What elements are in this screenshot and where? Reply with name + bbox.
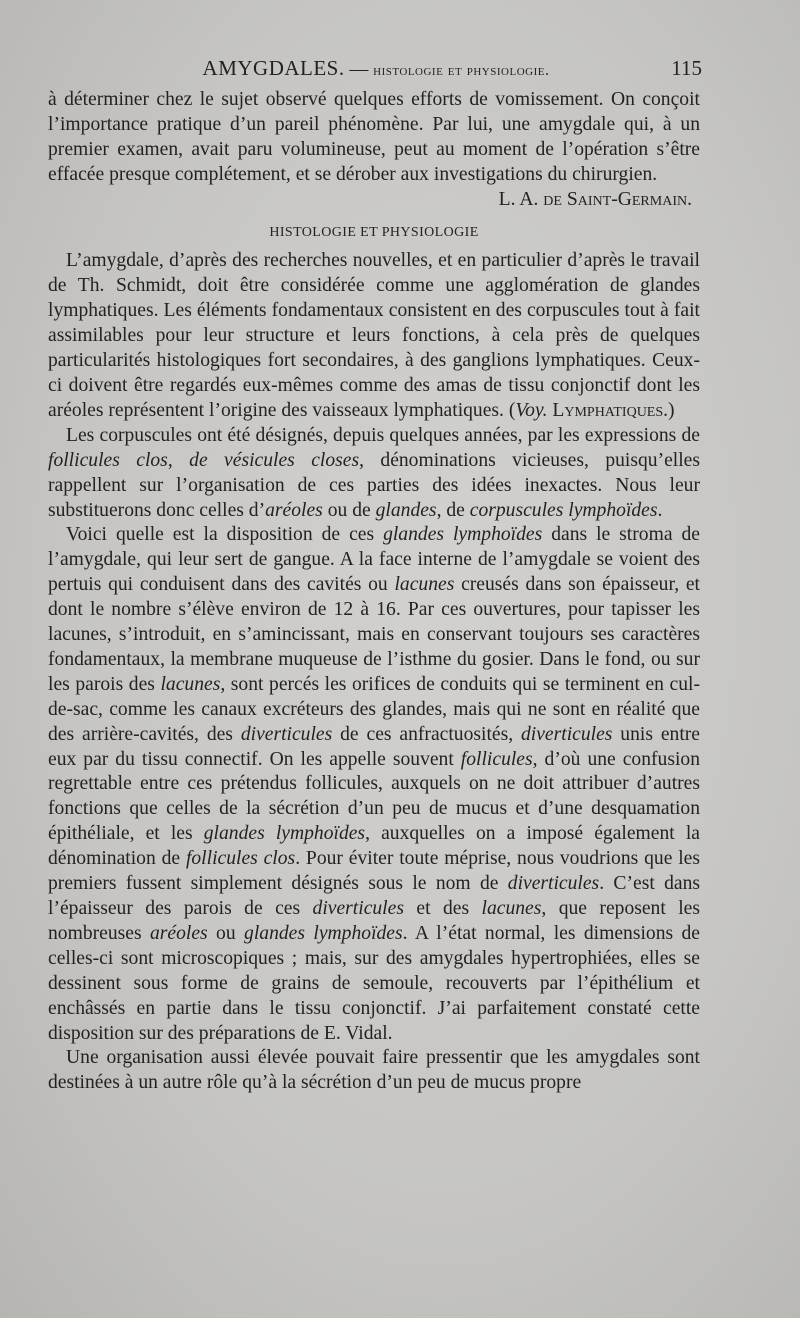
header-title xyxy=(52,56,700,81)
p3-a: Voici quelle est la disposition de ces xyxy=(66,524,384,546)
p3-c: creusés dans son épaisseur, et dont le nombre s’élève environ de 12 à 16. Par ces ouvertures, pour tapisser les lacunes, s’introduit, en s’amincissant, mais en conservant toujours ses caractères fondamentaux, la membrane muqueuse de l’isthme du gosier. Dans le fond, ou sur les parois des xyxy=(48,574,701,695)
p1-ref: Lymphatiques. xyxy=(547,399,669,421)
intro-paragraph: à déterminer chez le sujet observé quelques efforts de vomissement. On conçoit l’importance pratique d’un pareil phénomène. Par lui, une amygdale qui, à un premier examen, avait paru volumineuse, peut au moment de l’opération s’être effacée presque complétement, et se dérober aux investigations du chirurgien. xyxy=(48,89,700,185)
p3-i6: follicules xyxy=(460,748,533,770)
running-header xyxy=(52,56,700,84)
p3-i10: diverticules xyxy=(312,898,404,919)
p3-f: unis entre eux par du tissu connectif. On les appelle souvent xyxy=(48,723,700,770)
p3-k: . C’est dans l’épaisseur des parois de ces xyxy=(48,873,700,919)
paragraph-4: Une organisation aussi élevée pouvait faire pressentir que les amygdales sont destinées à un autre rôle qu’à la sécrétion d’un peu de mucus propre xyxy=(48,1047,700,1094)
p3-n: ou xyxy=(207,922,245,944)
body-text xyxy=(48,88,700,1096)
p2-i3: aréoles xyxy=(265,499,323,521)
p3-m: , que reposent les nombreuses xyxy=(48,898,700,944)
signature-de: de xyxy=(543,188,567,210)
page-number: 115 xyxy=(671,56,702,80)
p3-i11: lacunes xyxy=(481,898,542,919)
p3-g: , d’où une confusion regrettable entre ces prétendus follicules, auxquels on ne doit attribuer d’autres fonctions que celles de la sécrétion d’un peu de mucus et d’une desquamation épithéliale, et les xyxy=(48,748,700,845)
p2-f: . xyxy=(657,499,663,521)
paragraph-2 xyxy=(48,424,700,524)
p2-i1: follicules clos xyxy=(48,449,168,471)
paragraph-1 xyxy=(48,249,700,423)
p3-i2: lacunes xyxy=(394,574,455,596)
paragraph-3 xyxy=(48,523,700,1046)
p2-e: , de xyxy=(436,499,470,521)
signature-initials: L. A. xyxy=(498,188,544,210)
p3-i4: diverticules xyxy=(240,723,333,745)
p1-end: ) xyxy=(668,399,675,421)
p3-l: et des xyxy=(403,898,482,919)
author-signature xyxy=(48,188,700,213)
p3-h: , auxquelles on a imposé également la dénomination de xyxy=(48,823,700,870)
p3-e: de ces anfractuosités, xyxy=(332,723,521,745)
p3-i8: follicules clos xyxy=(185,848,296,870)
p1-text: L’amygdale, d’après des recherches nouvelles, et en particulier d’après le travail de Th. Schmidt, doit être considérée comme une agglomération de glandes lymphatiques. Les éléments fondamentaux consistent en des corpuscules tout à fait assimilables pour leur structure et leurs fonctions, à cela près de quelques particularités histologiques fort secondaires, à des ganglions lymphatiques. Ceux-ci doivent être regardés eux-mêmes comme des amas de tissu conjonctif dont les aréoles représentent l’origine des vaisseaux lymphatiques. ( xyxy=(48,250,700,421)
p3-i5: diverticules xyxy=(521,723,613,745)
section-heading: HISTOLOGIE ET PHYSIOLOGIE xyxy=(269,224,479,240)
p3-i7: glandes lymphoïdes xyxy=(203,823,366,845)
p2-b: , xyxy=(167,449,190,471)
p3-b: dans le stroma de l’amygdale, qui leur sert de gangue. A la face interne de l’amygdale se voient des pertuis qui conduisent dans des cavités ou xyxy=(48,524,700,596)
p3-i9: diverticules xyxy=(507,873,600,895)
p2-i4: glandes xyxy=(375,499,437,521)
p3-i1: glandes lymphoïdes xyxy=(383,524,543,546)
p2-c: , dénominations vicieuses, puisqu’elles rappellent sur l’organisation de ces parties des idées inexactes. Nous leur substituerons donc celles d’ xyxy=(48,449,701,521)
p1-voy: Voy. xyxy=(515,399,548,421)
signature-name: Saint-Germain. xyxy=(566,188,692,210)
header-dash: — xyxy=(344,59,374,80)
p2-i5: corpuscules lymphoïdes xyxy=(469,499,658,521)
p2-d: ou de xyxy=(322,499,376,521)
p3-o: . A l’état normal, les dimensions de celles-ci sont microscopiques ; mais, sur des amygdales hypertrophiées, elles se dessinent sous forme de grains de semoule, recouverts par l’épithélium et enchâssés en partie dans le tissu conjonctif. J’ai parfaitement constaté cette disposition sur des préparations de E. Vidal. xyxy=(48,922,701,1044)
header-title-main: AMYGDALES. xyxy=(202,56,345,80)
p3-j: . Pour éviter toute méprise, nous voudrions que les premiers fussent simplement désignés sous le nom de xyxy=(48,848,700,895)
p2-i2: de vésicules closes xyxy=(189,449,360,471)
p2-a: Les corpuscules ont été désignés, depuis quelques années, par les expressions de xyxy=(66,424,700,446)
p3-d: , sont percés les orifices de conduits qui se terminent en cul-de-sac, comme les canaux excréteurs des glandes, mais qui ne sont en réalité que des arrière-cavités, des xyxy=(48,673,700,745)
header-title-sub: histologie et physiologie. xyxy=(373,62,550,79)
p3-i13: glandes lymphoïdes xyxy=(244,922,403,944)
p3-i12: aréoles xyxy=(149,922,208,944)
p3-i3: lacunes xyxy=(160,673,221,695)
